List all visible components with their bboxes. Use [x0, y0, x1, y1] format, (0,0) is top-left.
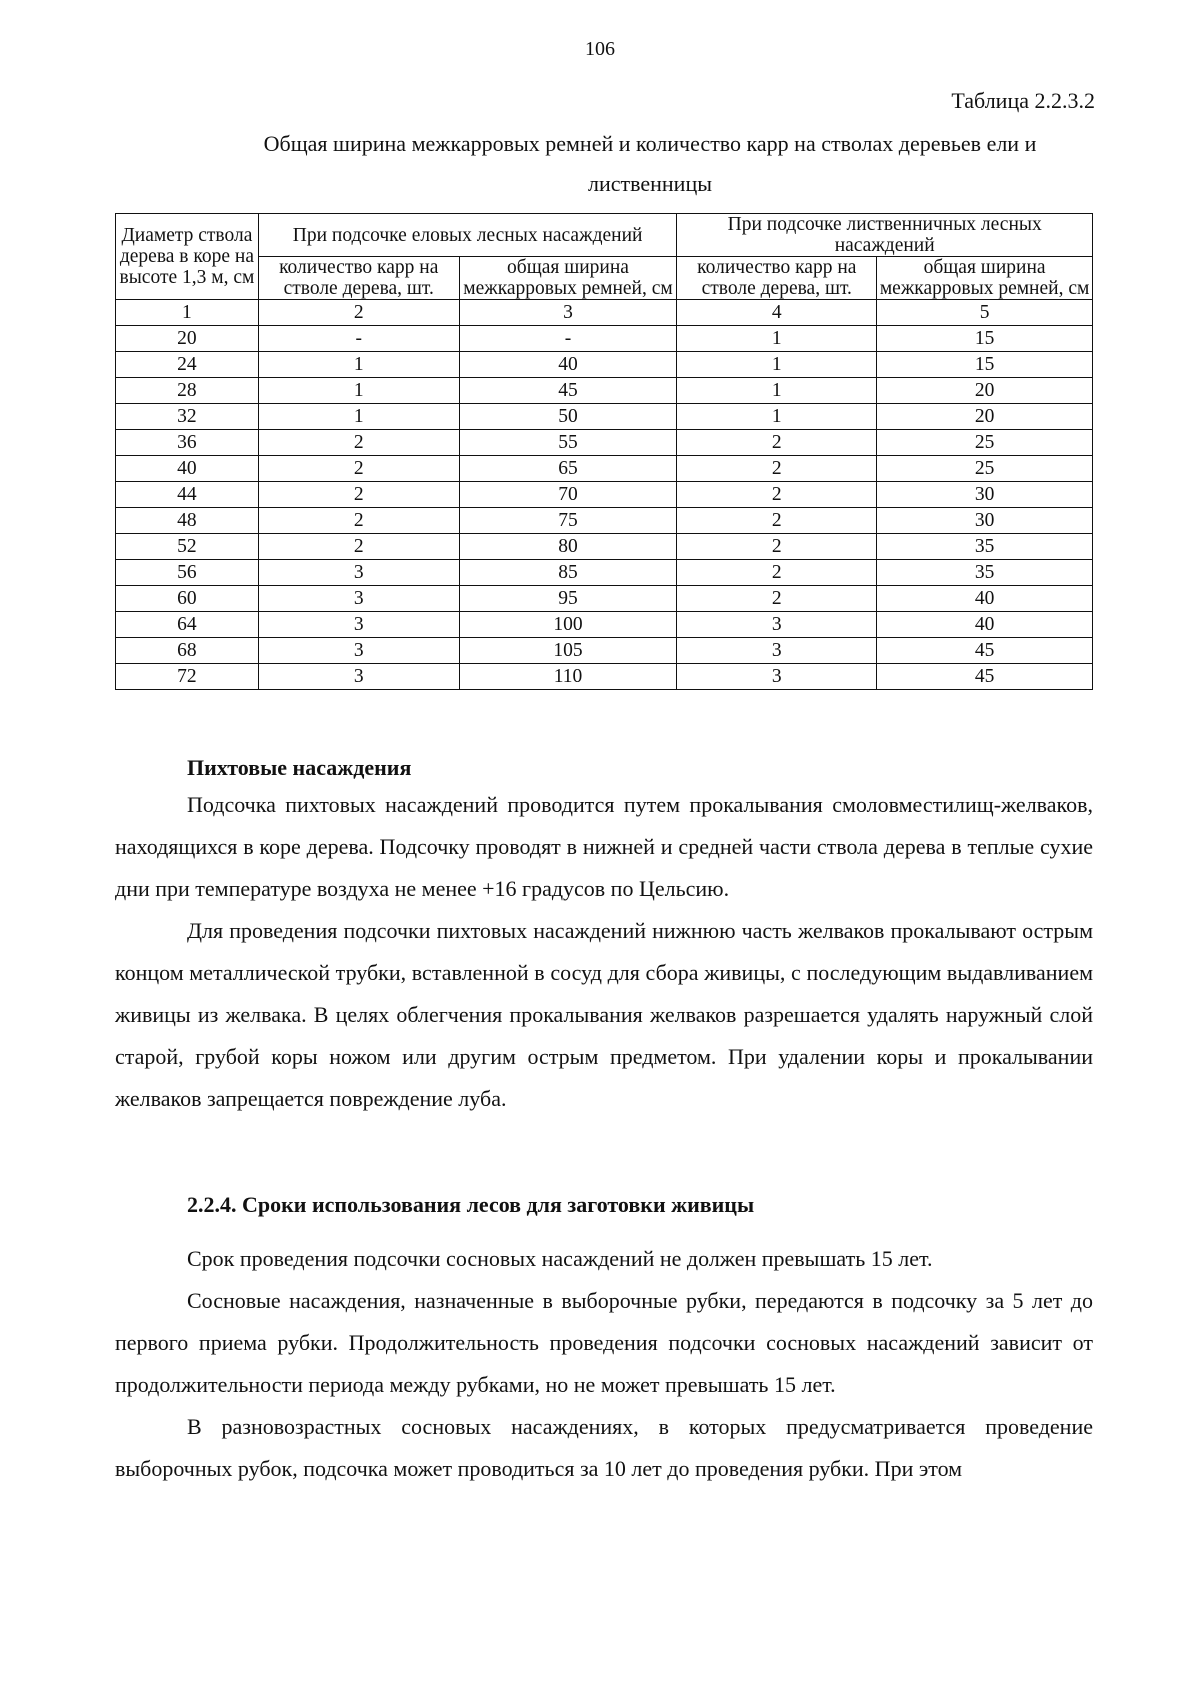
terms-heading: 2.2.4. Сроки использования лесов для заготовки живицы [187, 1192, 755, 1217]
table-row [116, 326, 1093, 352]
table-cell: 35 [877, 534, 1093, 560]
table-cell: 3 [258, 586, 459, 612]
terms-paragraph-1: Срок проведения подсочки сосновых насаждений не должен превышать 15 лет. [187, 1246, 933, 1271]
table-cell: 2 [258, 482, 459, 508]
table-cell: 52 [116, 534, 259, 560]
table-cell: 20 [877, 404, 1093, 430]
header-spruce: При подсочке еловых лесных насаждений [258, 214, 677, 257]
fir-section [115, 752, 1093, 1120]
table-cell: 45 [877, 638, 1093, 664]
fir-paragraph-1: Подсочка пихтовых насаждений проводится путем прокалывания смоловместилищ-желваков, находящихся в коре дерева. Подсочку проводят в нижней и средней части ствола дерева в теплые сухие дни при температуре воздуха не менее +16 градусов по Цельсию. [115, 792, 1093, 901]
column-number-row [116, 300, 1093, 326]
table-cell: 95 [459, 586, 677, 612]
column-number: 2 [258, 300, 459, 326]
column-number: 3 [459, 300, 677, 326]
table-cell: 1 [677, 352, 877, 378]
table-row [116, 534, 1093, 560]
table-cell: 3 [677, 612, 877, 638]
header-spruce-count: количество карр на стволе дерева, шт. [258, 257, 459, 300]
table-cell: 40 [877, 612, 1093, 638]
table-cell: 110 [459, 664, 677, 690]
table-row [116, 456, 1093, 482]
table-cell: 2 [677, 534, 877, 560]
table-cell: 105 [459, 638, 677, 664]
table-row [116, 612, 1093, 638]
terms-paragraph-3: В разновозрастных сосновых насаждениях, в которых предусматривается проведение выборочных рубок, подсочка может проводиться за 10 лет до проведения рубки. При этом [115, 1414, 1093, 1481]
header-larch-count: количество карр на стволе дерева, шт. [677, 257, 877, 300]
page-number: 106 [585, 38, 615, 60]
table-cell: 40 [116, 456, 259, 482]
table-cell: 3 [258, 560, 459, 586]
table-cell: - [258, 326, 459, 352]
table-cell: 60 [116, 586, 259, 612]
table-cell: 2 [677, 482, 877, 508]
terms-paragraph-2: Сосновые насаждения, назначенные в выборочные рубки, передаются в подсочку за 5 лет до первого приема рубки. Продолжительность проведения подсочки сосновых насаждений зависит от продолжительности периода между рубками, но не может превышать 15 лет. [115, 1288, 1093, 1397]
table-cell: 35 [877, 560, 1093, 586]
fir-paragraph-2: Для проведения подсочки пихтовых насаждений нижнюю часть желваков прокалывают острым концом металлической трубки, вставленной в сосуд для сбора живицы, с последующим выдавливанием живицы из желвака. В целях облегчения прокалывания желваков разрешается удалять наружный слой старой, грубой коры ножом или другим острым предметом. При удалении коры и прокалывании желваков запрещается повреждение луба. [115, 918, 1093, 1111]
table-row [116, 664, 1093, 690]
table-cell: 100 [459, 612, 677, 638]
table-cell: 1 [677, 404, 877, 430]
table-cell: 3 [677, 664, 877, 690]
table-row [116, 430, 1093, 456]
table-cell: 3 [677, 638, 877, 664]
table-row [116, 586, 1093, 612]
table-caption: Общая ширина межкарровых ремней и количество карр на стволах деревьев ели и лиственницы [263, 131, 1037, 196]
table-row [116, 482, 1093, 508]
table-row [116, 638, 1093, 664]
column-number: 4 [677, 300, 877, 326]
header-larch: При подсочке лиственничных лесных насаждений [677, 214, 1093, 257]
resin-table [115, 213, 1093, 690]
table-cell: 85 [459, 560, 677, 586]
table-cell: 40 [459, 352, 677, 378]
table-row [116, 508, 1093, 534]
table-cell: 40 [877, 586, 1093, 612]
fir-heading: Пихтовые насаждения [187, 755, 412, 780]
table-cell: 45 [877, 664, 1093, 690]
table-cell: 20 [877, 378, 1093, 404]
table-label: Таблица 2.2.3.2 [951, 88, 1095, 113]
table-cell: 24 [116, 352, 259, 378]
table-cell: 1 [258, 378, 459, 404]
column-number: 1 [116, 300, 259, 326]
table-cell: 75 [459, 508, 677, 534]
table-cell: 2 [677, 430, 877, 456]
table-cell: 56 [116, 560, 259, 586]
table-row [116, 378, 1093, 404]
table-cell: 25 [877, 430, 1093, 456]
table-cell: 1 [258, 404, 459, 430]
table-cell: 36 [116, 430, 259, 456]
header-spruce-width: общая ширина межкарровых ремней, см [459, 257, 677, 300]
table-cell: 30 [877, 482, 1093, 508]
table-cell: 2 [677, 456, 877, 482]
terms-section [115, 1184, 1093, 1490]
table-cell: 80 [459, 534, 677, 560]
header-diameter: Диаметр ствола дерева в коре на высоте 1,3 м, см [116, 214, 259, 300]
table-cell: - [459, 326, 677, 352]
table-cell: 1 [677, 378, 877, 404]
table-cell: 2 [258, 534, 459, 560]
table-cell: 2 [677, 508, 877, 534]
table-cell: 55 [459, 430, 677, 456]
table-cell: 44 [116, 482, 259, 508]
table-cell: 64 [116, 612, 259, 638]
table-cell: 65 [459, 456, 677, 482]
table-cell: 50 [459, 404, 677, 430]
table-cell: 28 [116, 378, 259, 404]
table-cell: 3 [258, 664, 459, 690]
table-cell: 2 [677, 586, 877, 612]
table-row [116, 352, 1093, 378]
table-cell: 1 [677, 326, 877, 352]
table-cell: 2 [258, 430, 459, 456]
table-cell: 3 [258, 638, 459, 664]
table-cell: 70 [459, 482, 677, 508]
table-cell: 48 [116, 508, 259, 534]
header-larch-width: общая ширина межкарровых ремней, см [877, 257, 1093, 300]
table-cell: 68 [116, 638, 259, 664]
table-cell: 20 [116, 326, 259, 352]
table-cell: 32 [116, 404, 259, 430]
table-cell: 3 [258, 612, 459, 638]
table-cell: 72 [116, 664, 259, 690]
table-cell: 45 [459, 378, 677, 404]
table-row [116, 404, 1093, 430]
column-number: 5 [877, 300, 1093, 326]
table-cell: 2 [258, 456, 459, 482]
table-cell: 15 [877, 352, 1093, 378]
table-cell: 2 [258, 508, 459, 534]
table-cell: 2 [677, 560, 877, 586]
table-cell: 15 [877, 326, 1093, 352]
table-cell: 30 [877, 508, 1093, 534]
table-cell: 1 [258, 352, 459, 378]
table-row [116, 560, 1093, 586]
table-cell: 25 [877, 456, 1093, 482]
